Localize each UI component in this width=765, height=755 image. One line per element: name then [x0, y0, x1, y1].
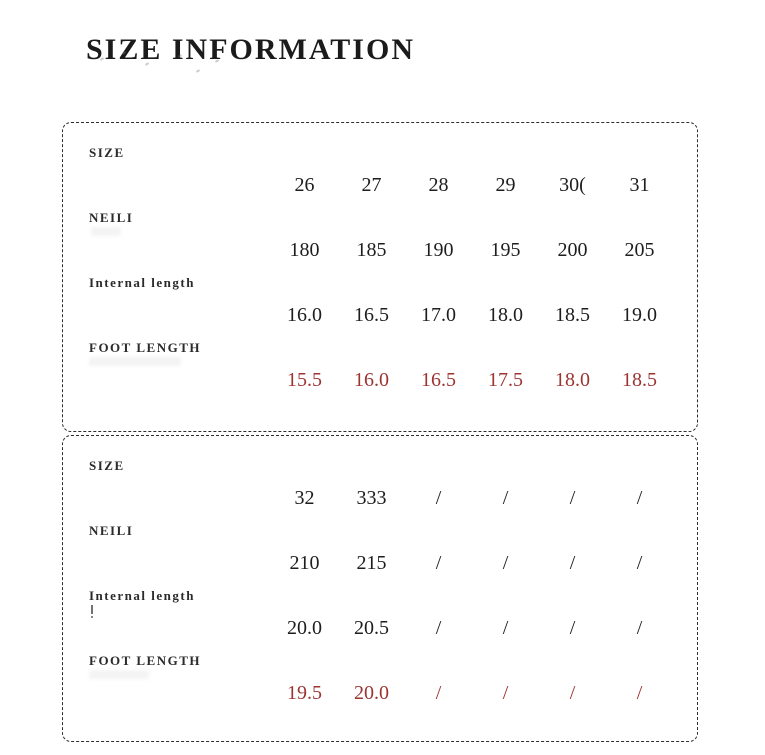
- row-values-internal-length: [271, 304, 675, 327]
- row-label-neili: NEILI: [89, 523, 134, 538]
- neili-value-cell: /: [502, 552, 509, 574]
- neili-value-cell: /: [435, 552, 442, 574]
- foot-length-value-cell: 17.5: [488, 369, 523, 391]
- size-value-cell: 29: [495, 174, 516, 196]
- neili-row: [63, 210, 697, 275]
- page-title: SIZE INFORMATION: [86, 33, 415, 67]
- neili-value-cell: 200: [557, 239, 588, 261]
- neili-value-cell: 185: [356, 239, 387, 261]
- neili-value-cell: 210: [289, 552, 320, 574]
- internal-length-value-cell: /: [636, 617, 643, 639]
- foot-length-row: [63, 340, 697, 405]
- row-label-size: SIZE: [89, 458, 125, 473]
- size-value-cell: /: [636, 487, 643, 509]
- faded-print-artifact: [89, 670, 149, 679]
- internal-length-value-cell: /: [569, 617, 576, 639]
- neili-value-cell: 215: [356, 552, 387, 574]
- size-value-cell: 32: [294, 487, 315, 509]
- row-values-neili: [271, 552, 675, 575]
- foot-length-value-cell: /: [435, 682, 442, 704]
- size-value-cell: 333: [356, 487, 387, 509]
- neili-value-cell: /: [569, 552, 576, 574]
- foot-length-value-cell: 16.0: [354, 369, 389, 391]
- foot-length-value-cell: /: [502, 682, 509, 704]
- internal-length-value-cell: 19.0: [622, 304, 657, 326]
- foot-length-row: [63, 653, 697, 718]
- neili-value-cell: /: [636, 552, 643, 574]
- neili-value-cell: 190: [423, 239, 454, 261]
- internal-length-value-cell: 18.0: [488, 304, 523, 326]
- foot-length-value-cell: 16.5: [421, 369, 456, 391]
- size-value-cell: /: [502, 487, 509, 509]
- row-label-internal-length: Internal length: [89, 275, 195, 290]
- row-label-internal-length: Internal length: [89, 588, 195, 603]
- size-value-cell: 30(: [559, 174, 586, 196]
- internal-length-value-cell: 16.5: [354, 304, 389, 326]
- faded-print-artifact: [196, 69, 200, 73]
- foot-length-value-cell: 15.5: [287, 369, 322, 391]
- internal-length-value-cell: /: [435, 617, 442, 639]
- faded-print-artifact: [91, 227, 121, 236]
- internal-length-row: [63, 588, 697, 653]
- internal-length-value-cell: 20.5: [354, 617, 389, 639]
- row-label-neili: NEILI: [89, 210, 134, 225]
- row-label-size: SIZE: [89, 145, 125, 160]
- row-values-internal-length: [271, 617, 675, 640]
- row-label-foot-length: FOOT LENGTH: [89, 340, 201, 355]
- size-row: [63, 458, 697, 523]
- size-value-cell: 31: [629, 174, 650, 196]
- neili-value-cell: 180: [289, 239, 320, 261]
- foot-length-value-cell: 19.5: [287, 682, 322, 704]
- foot-length-value-cell: /: [636, 682, 643, 704]
- size-value-cell: /: [435, 487, 442, 509]
- row-values-foot-length: [271, 369, 675, 392]
- row-label-foot-length: FOOT LENGTH: [89, 653, 201, 668]
- size-table-upper: [62, 122, 698, 432]
- size-table-lower: [62, 435, 698, 742]
- row-values-size: [271, 487, 675, 510]
- size-value-cell: 27: [361, 174, 382, 196]
- faded-print-artifact: [89, 357, 181, 366]
- neili-value-cell: 195: [490, 239, 521, 261]
- size-value-cell: 28: [428, 174, 449, 196]
- size-value-cell: 26: [294, 174, 315, 196]
- faded-print-artifact: [91, 605, 93, 614]
- size-value-cell: /: [569, 487, 576, 509]
- internal-length-value-cell: 20.0: [287, 617, 322, 639]
- internal-length-value-cell: 17.0: [421, 304, 456, 326]
- internal-length-value-cell: /: [502, 617, 509, 639]
- neili-row: [63, 523, 697, 588]
- row-values-size: [271, 174, 675, 197]
- foot-length-value-cell: 18.0: [555, 369, 590, 391]
- foot-length-value-cell: /: [569, 682, 576, 704]
- neili-value-cell: 205: [624, 239, 655, 261]
- internal-length-row: [63, 275, 697, 340]
- internal-length-value-cell: 16.0: [287, 304, 322, 326]
- foot-length-value-cell: 20.0: [354, 682, 389, 704]
- internal-length-value-cell: 18.5: [555, 304, 590, 326]
- row-values-foot-length: [271, 682, 675, 705]
- foot-length-value-cell: 18.5: [622, 369, 657, 391]
- row-values-neili: [271, 239, 675, 262]
- size-row: [63, 145, 697, 210]
